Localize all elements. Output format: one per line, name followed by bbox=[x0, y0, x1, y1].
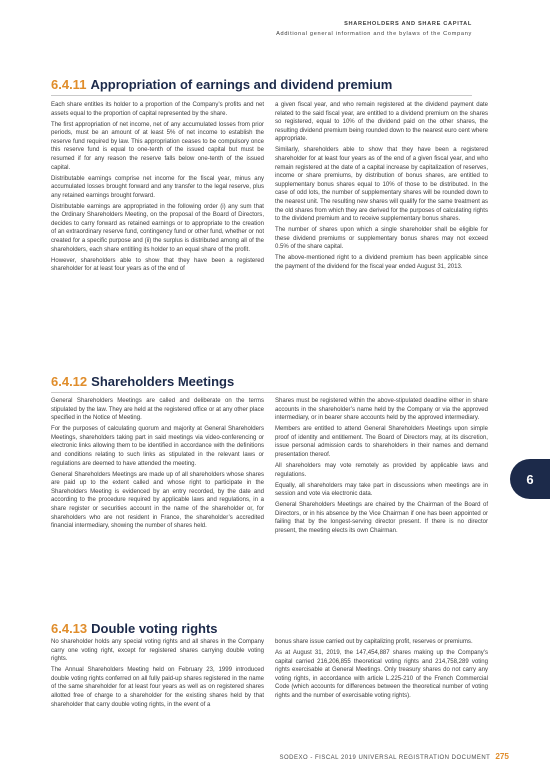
paragraph: No shareholder holds any special voting rights and all shares in the Company carry one voting right, except for registered shares carrying double voting rights. bbox=[51, 639, 264, 663]
section-number: 6.4.12 bbox=[51, 374, 88, 389]
paragraph: Members are entitled to attend General Shareholders Meetings upon simple proof of identity and entitlement. The Board of Directors may, at its discretion, issue personal admission cards to shareholders in their names and demand presentation thereof. bbox=[275, 426, 488, 458]
paragraph: a given fiscal year, and who remain registered at the dividend payment date related to the said fiscal year, are entitled to a dividend premium on the shares so registered, equal to 10% of the dividend paid on the other shares, the resulting dividend premium being rounded down to the nearest euro cent where appropriate. bbox=[275, 102, 488, 143]
section-title: Appropriation of earnings and dividend premium bbox=[90, 77, 393, 92]
section-divider bbox=[51, 392, 472, 393]
section-heading-6-4-13 bbox=[51, 621, 218, 636]
paragraph: General Shareholders Meetings are chaired by the Chairman of the Board of Directors, or in his absence by the Vice Chairman if one has been appointed or failing that by the longest-serving director present. If there is no director present, the meeting elects its own Chairman. bbox=[275, 502, 488, 534]
section-number: 6.4.11 bbox=[51, 77, 87, 92]
section-6-4-13-left-column bbox=[51, 638, 264, 712]
section-title: Double voting rights bbox=[91, 621, 218, 636]
running-header-section: SHAREHOLDERS AND SHARE CAPITAL bbox=[344, 21, 472, 27]
section-6-4-12-right-column bbox=[275, 397, 488, 538]
running-header-subtitle: Additional general information and the bylaws of the Company bbox=[276, 31, 472, 37]
paragraph: Distributable earnings are appropriated in the following order (i) any sum that the Ordinary Shareholders Meeting, on the proposal of the Board of Directors, decides to carry forward as retained earnings or to appropriate to the creation of an extraordinary reserve fund, contingency fund or other fund, whether or not created for a specific purpose and (ii) the surplus is distributed among all of the shareholders, each share entitling its holder to an equal share of the profit. bbox=[51, 203, 264, 253]
paragraph: All shareholders may vote remotely as provided by applicable laws and regulations. bbox=[275, 462, 488, 478]
paragraph: General Shareholders Meetings are called and deliberate on the terms stipulated by the law. They are held at the registered office or at any other place specified in the Notice of Meeting. bbox=[51, 398, 264, 422]
paragraph: Equally, all shareholders may take part in discussions when meetings are in session and vote via electronic data. bbox=[275, 482, 488, 498]
section-heading-6-4-12 bbox=[51, 374, 234, 389]
paragraph: The Annual Shareholders Meeting held on February 23, 1999 introduced double voting rights conferred on all fully paid-up shares registered in the name of the same shareholder for at least four years as well as on registered shares allotted free of charge to a shareholder for the existing shares held by that shareholder that carry double voting rights, in the event of a bbox=[51, 667, 264, 708]
chapter-tab: 6 bbox=[510, 459, 550, 499]
paragraph: The first appropriation of net income, net of any accumulated losses from prior periods, must be an amount of at least 5% of net income to establish the reserve fund required by law. This appropriation ceases to be compulsory once this reserve fund is equal to one-tenth of the issued capital but must be resumed if for any reason the reserve falls below one-tenth of the issued capital. bbox=[51, 121, 264, 171]
footer-document-title: SODEXO - FISCAL 2019 UNIVERSAL REGISTRATION DOCUMENT bbox=[279, 755, 491, 761]
paragraph: However, shareholders able to show that they have been a registered shareholder for at least four years as of the end of bbox=[51, 257, 264, 273]
paragraph: Shares must be registered within the above-stipulated deadline either in share accounts in the shareholder’s name held by the Company or via the approved intermediary, or in bearer share accounts held by the approved intermediary. bbox=[275, 398, 488, 422]
section-6-4-13-right-column bbox=[275, 638, 488, 703]
paragraph: The number of shares upon which a single shareholder shall be eligible for these dividend premiums or supplementary bonus shares may not exceed 0.5% of the share capital. bbox=[275, 227, 488, 251]
paragraph: General Shareholders Meetings are made up of all shareholders whose shares are paid up to the extent called and whose right to participate in the Shareholders Meeting is evidenced by an entry recorded, by the date and according to the procedure required by applicable laws and regulations, in a share register or securities account in the name of the shareholder or, for shareholders who are not resident in France, the shareholder’s accredited financial intermediary, showing the number of shares held. bbox=[51, 471, 264, 530]
page-number: 275 bbox=[495, 752, 509, 761]
paragraph: Distributable earnings comprise net income for the fiscal year, minus any accumulated losses brought forward and any transfer to the legal reserve, plus any retained earnings brought forward. bbox=[51, 175, 264, 199]
paragraph: For the purposes of calculating quorum and majority at General Shareholders Meetings, shareholders taking part in said meetings via video-conferencing or electronic links allowing them to be identified in accordance with the definitions and conditions relating to such links as stipulated in the relevant laws or regulations are deemed to have attended the meeting. bbox=[51, 426, 264, 467]
paragraph: Similarly, shareholders able to show that they have been a registered shareholder for at least four years as of the end of a given fiscal year, and who remain registered at the date of a capital increase by capitalization of reserves, income or share premiums, by distribution of bonus shares, are entitled to supplementary bonus shares equal to 10% of those to be distributed. In the case of odd lots, the number of supplementary shares will be rounded down to the nearest unit. The resulting new shares will qualify for the same treatment as the old shares from which they are derived for the purposes of calculating rights to the dividend premium and to receive supplementary bonus shares. bbox=[275, 147, 488, 223]
section-6-4-11-right-column bbox=[275, 101, 488, 274]
page-footer bbox=[280, 752, 510, 761]
section-number: 6.4.13 bbox=[51, 621, 88, 636]
paragraph: As at August 31, 2019, the 147,454,887 shares making up the Company’s capital carried 216,206,855 theoretical voting rights and 214,758,289 voting rights exercisable at General Meetings. Only treasury shares do not carry any voting rights, in accordance with article L.225-210 of the French Commercial Code (which accounts for differences between the theoretical number of voting rights and the number of exercisable voting rights). bbox=[275, 649, 488, 699]
paragraph: Each share entitles its holder to a proportion of the Company’s profits and net assets equal to the proportion of capital represented by the share. bbox=[51, 102, 264, 117]
section-divider bbox=[51, 95, 472, 96]
section-heading-6-4-11 bbox=[51, 77, 392, 92]
paragraph: bonus share issue carried out by capitalizing profit, reserves or premiums. bbox=[275, 639, 473, 645]
section-6-4-11-left-column bbox=[51, 101, 264, 276]
paragraph: The above-mentioned right to a dividend premium has been applicable since the payment of the dividend for the fiscal year ended August 31, 2013. bbox=[275, 255, 488, 270]
section-title: Shareholders Meetings bbox=[91, 374, 235, 389]
section-6-4-12-left-column bbox=[51, 397, 264, 533]
